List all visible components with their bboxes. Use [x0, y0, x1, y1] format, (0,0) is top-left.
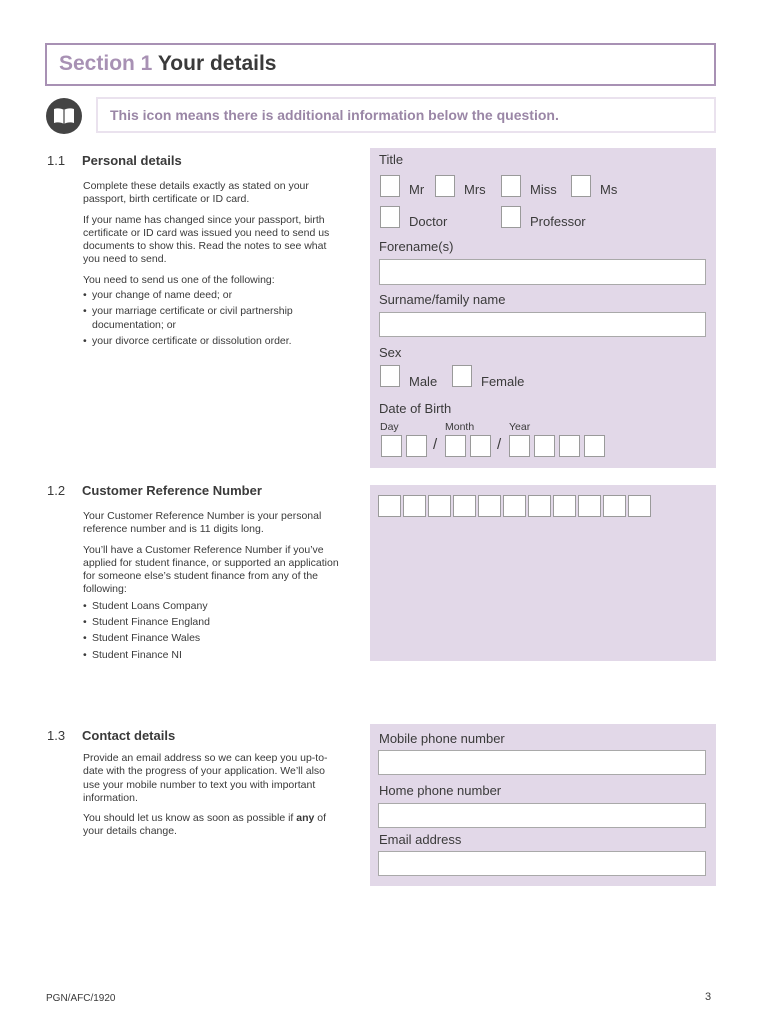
question-title-personal-details: Personal details: [82, 153, 182, 168]
title-ms-label: Ms: [600, 182, 618, 197]
book-icon: [46, 98, 82, 134]
crn-digit-box[interactable]: [378, 495, 401, 517]
crn-digit-box[interactable]: [528, 495, 551, 517]
dob-day-label: Day: [380, 421, 399, 433]
email-label: Email address: [379, 832, 462, 847]
question-title-contact-details: Contact details: [82, 728, 176, 743]
dob-separator: /: [497, 436, 502, 453]
note-bullet: • Student Finance NI: [83, 649, 348, 662]
section-number: Section 1: [59, 52, 153, 75]
personal-details-notes: [83, 180, 345, 351]
title-mrs-label: Mrs: [464, 182, 486, 197]
dob-month-digit[interactable]: [470, 435, 491, 457]
forename-input[interactable]: [379, 259, 706, 285]
crn-digit-box[interactable]: [403, 495, 426, 517]
dob-separator: /: [433, 436, 438, 453]
note-paragraph: [83, 812, 335, 839]
dob-month-label: Month: [445, 421, 475, 433]
dob-year-digit[interactable]: [584, 435, 605, 457]
question-number-1-3: 1.3: [47, 728, 66, 743]
note-emphasis: any: [296, 812, 315, 825]
crn-digit-box[interactable]: [578, 495, 601, 517]
crn-digit-box[interactable]: [428, 495, 451, 517]
crn-digit-box[interactable]: [603, 495, 626, 517]
page-number: 3: [705, 991, 712, 1003]
contact-details-panel: [370, 724, 716, 886]
crn-digit-box[interactable]: [478, 495, 501, 517]
note-bullet: • Student Loans Company: [83, 600, 348, 613]
crn-digit-box[interactable]: [628, 495, 651, 517]
note-paragraph: Provide an email address so we can keep you up-to-date with the progress of your application. We’ll also use your mobile number to text you with important information.: [83, 752, 328, 804]
note-paragraph: You’ll have a Customer Reference Number if you’ve applied for student finance, or supported an application for someone else’s student finance from any of the following:: [83, 543, 339, 596]
title-mr-label: Mr: [409, 182, 425, 197]
crn-digit-row: [378, 495, 651, 517]
dob-year-label: Year: [509, 421, 531, 433]
surname-input[interactable]: [379, 312, 706, 337]
email-input[interactable]: [378, 851, 706, 876]
sex-male-label: Male: [409, 374, 438, 389]
crn-notes: [83, 510, 348, 665]
dob-year-digit[interactable]: [534, 435, 555, 457]
title-ms-checkbox[interactable]: [571, 175, 591, 197]
sex-female-checkbox[interactable]: [452, 365, 472, 387]
mobile-input[interactable]: [378, 750, 706, 775]
contact-details-notes: [83, 752, 335, 846]
dob-year-digit[interactable]: [509, 435, 530, 457]
title-professor-checkbox[interactable]: [501, 206, 521, 228]
note-bullet: • Student Finance Wales: [83, 632, 348, 645]
note-paragraph: Your Customer Reference Number is your personal reference number and is 11 digits long.: [83, 510, 322, 536]
question-number-1-1: 1.1: [47, 153, 66, 168]
note-paragraph: If your name has changed since your passport, birth certificate or ID card was issued you need to send us documents to show this. Read the notes to see what you need to send.: [83, 213, 330, 266]
title-label: Title: [379, 152, 404, 167]
note-bullet: • your change of name deed; or: [83, 289, 345, 302]
mobile-label: Mobile phone number: [379, 731, 505, 746]
note-text: You should let us know as soon as possible if: [83, 812, 297, 825]
note-text: of your details change.: [83, 812, 327, 838]
sex-female-label: Female: [481, 374, 525, 389]
crn-digit-box[interactable]: [553, 495, 576, 517]
forename-label: Forename(s): [379, 239, 454, 254]
crn-digit-box[interactable]: [453, 495, 476, 517]
note-paragraph: Complete these details exactly as stated on your passport, birth certificate or ID card.: [83, 180, 309, 206]
dob-month-digit[interactable]: [445, 435, 466, 457]
note-bullet: • your divorce certificate or dissolution order.: [83, 335, 345, 348]
title-professor-label: Professor: [530, 214, 586, 229]
crn-digit-box[interactable]: [503, 495, 526, 517]
sex-male-checkbox[interactable]: [380, 365, 400, 387]
form-code: PGN/AFC/1920: [46, 993, 116, 1004]
question-number-1-2: 1.2: [47, 483, 66, 498]
title-miss-label: Miss: [530, 182, 557, 197]
section-title: Your details: [157, 52, 277, 75]
dob-label: Date of Birth: [379, 401, 452, 416]
dob-day-digit[interactable]: [406, 435, 427, 457]
title-mr-checkbox[interactable]: [380, 175, 400, 197]
title-miss-checkbox[interactable]: [501, 175, 521, 197]
dob-day-digit[interactable]: [381, 435, 402, 457]
question-title-crn: Customer Reference Number: [82, 483, 262, 498]
home-phone-label: Home phone number: [379, 783, 502, 798]
surname-label: Surname/family name: [379, 292, 506, 307]
personal-details-panel: [370, 148, 716, 468]
note-bullet: • Student Finance England: [83, 616, 348, 629]
title-mrs-checkbox[interactable]: [435, 175, 455, 197]
note-paragraph: You need to send us one of the following:: [83, 273, 275, 286]
note-bullet: • your marriage certificate or civil partnership documentation; or: [83, 305, 345, 332]
sex-label: Sex: [379, 345, 402, 360]
info-banner: This icon means there is additional information below the question.: [96, 97, 716, 133]
title-doctor-label: Doctor: [409, 214, 448, 229]
section-header: [45, 43, 716, 86]
home-phone-input[interactable]: [378, 803, 706, 828]
dob-year-digit[interactable]: [559, 435, 580, 457]
title-doctor-checkbox[interactable]: [380, 206, 400, 228]
